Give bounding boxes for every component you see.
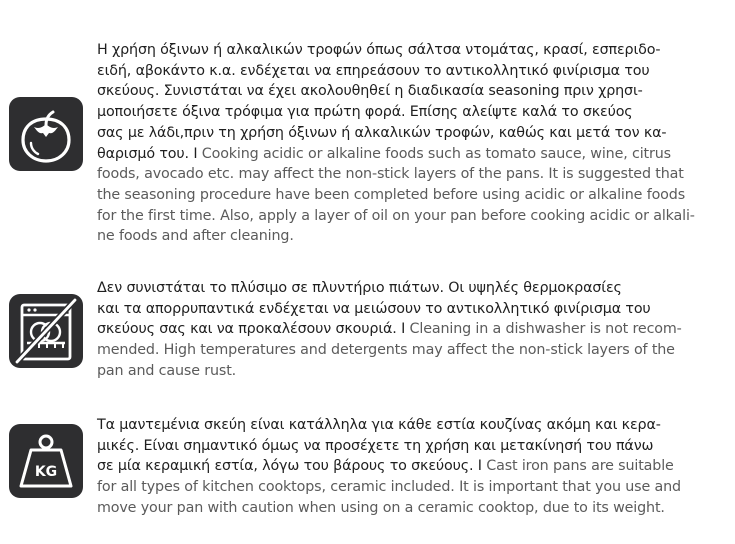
english-text: ne foods and after cleaning. bbox=[97, 228, 294, 245]
greek-text: μοποιήσετε όξινα τρόφιμα για πρώτη φορά. Επίσης αλείψτε καλά το σκεύος bbox=[97, 104, 633, 121]
text-line bbox=[97, 144, 727, 165]
acidic-foods-paragraph bbox=[97, 40, 727, 247]
text-line bbox=[97, 185, 727, 206]
dishwasher-paragraph bbox=[97, 278, 727, 382]
text-line bbox=[97, 61, 727, 82]
greek-text: σκεύους σας και να προκαλέσουν σκουριά. bbox=[97, 321, 402, 338]
text-line bbox=[97, 123, 727, 144]
text-line bbox=[97, 164, 727, 185]
english-text: Cooking acidic or alkaline foods such as tomato sauce, wine, citrus bbox=[201, 145, 671, 162]
text-line bbox=[97, 206, 727, 227]
text-line bbox=[97, 102, 727, 123]
greek-text: σε μία κεραμική εστία, λόγω του βάρους το σκεύους. bbox=[97, 458, 478, 475]
weight-paragraph bbox=[97, 415, 727, 519]
text-line bbox=[97, 319, 727, 340]
english-text: for all types of kitchen cooktops, ceramic included. It is important that you use and bbox=[97, 479, 681, 496]
language-separator: I bbox=[401, 321, 410, 338]
english-text: for the first time. Also, apply a layer of oil on your pan before cooking acidic or alkali- bbox=[97, 207, 695, 224]
english-text: Cleaning in a dishwasher is not recom- bbox=[409, 321, 682, 338]
text-line bbox=[97, 477, 727, 498]
text-line bbox=[97, 40, 727, 61]
text-line bbox=[97, 226, 727, 247]
text-line bbox=[97, 299, 727, 320]
greek-text: σκεύους. Συνιστάται να έχει ακολουθηθεί η διαδικασία seasoning πριν χρησι- bbox=[97, 83, 643, 100]
greek-text: θαρισμό του. bbox=[97, 145, 194, 162]
english-text: move your pan with caution when using on a ceramic cooktop, due to its weight. bbox=[97, 499, 665, 516]
greek-text: Τα μαντεμένια σκεύη είναι κατάλληλα για κάθε εστία κουζίνας ακόμη και κερα- bbox=[97, 417, 661, 433]
english-text: foods, avocado etc. may affect the non-stick layers of the pans. It is suggested that bbox=[97, 166, 684, 183]
weight-kg-label: KG bbox=[34, 464, 58, 480]
text-line bbox=[97, 456, 727, 477]
english-text: pan and cause rust. bbox=[97, 362, 237, 379]
english-text: mended. High temperatures and detergents may affect the non-stick layers of the bbox=[97, 342, 675, 359]
text-line bbox=[97, 81, 727, 102]
tomato-icon bbox=[9, 97, 83, 171]
language-separator: I bbox=[193, 145, 202, 162]
text-line bbox=[97, 361, 727, 382]
english-text: Cast iron pans are suitable bbox=[486, 458, 674, 475]
weight-kg-icon bbox=[9, 424, 83, 498]
text-line bbox=[97, 340, 727, 361]
no-dishwasher-icon bbox=[9, 294, 83, 368]
greek-text: Η χρήση όξινων ή αλκαλικών τροφών όπως σάλτσα ντομάτας, κρασί, εσπεριδο- bbox=[97, 42, 661, 58]
text-line bbox=[97, 278, 727, 299]
english-text: the seasoning procedure have been completed before using acidic or alkaline foods bbox=[97, 186, 686, 203]
greek-text: σας με λάδι,πριν τη χρήση όξινων ή αλκαλικών τροφών, καθώς και μετά τον κα- bbox=[97, 124, 667, 141]
greek-text: ειδή, αβοκάντο κ.α. ενδέχεται να επηρεάσουν το αντικολλητικό φινίρισμα του bbox=[97, 62, 650, 79]
language-separator: I bbox=[477, 458, 487, 475]
greek-text: Δεν συνιστάται το πλύσιμο σε πλυντήριο πιάτων. Οι υψηλές θερμοκρασίες bbox=[97, 280, 622, 296]
text-line bbox=[97, 498, 727, 519]
greek-text: και τα απορρυπαντικά ενδέχεται να μειώσουν το αντικολλητικό φινίρισμα του bbox=[97, 300, 651, 317]
greek-text: μικές. Είναι σημαντικό όμως να προσέχετε τη χρήση και μετακίνησή του πάνω bbox=[97, 437, 654, 454]
text-line bbox=[97, 415, 727, 436]
text-line bbox=[97, 436, 727, 457]
